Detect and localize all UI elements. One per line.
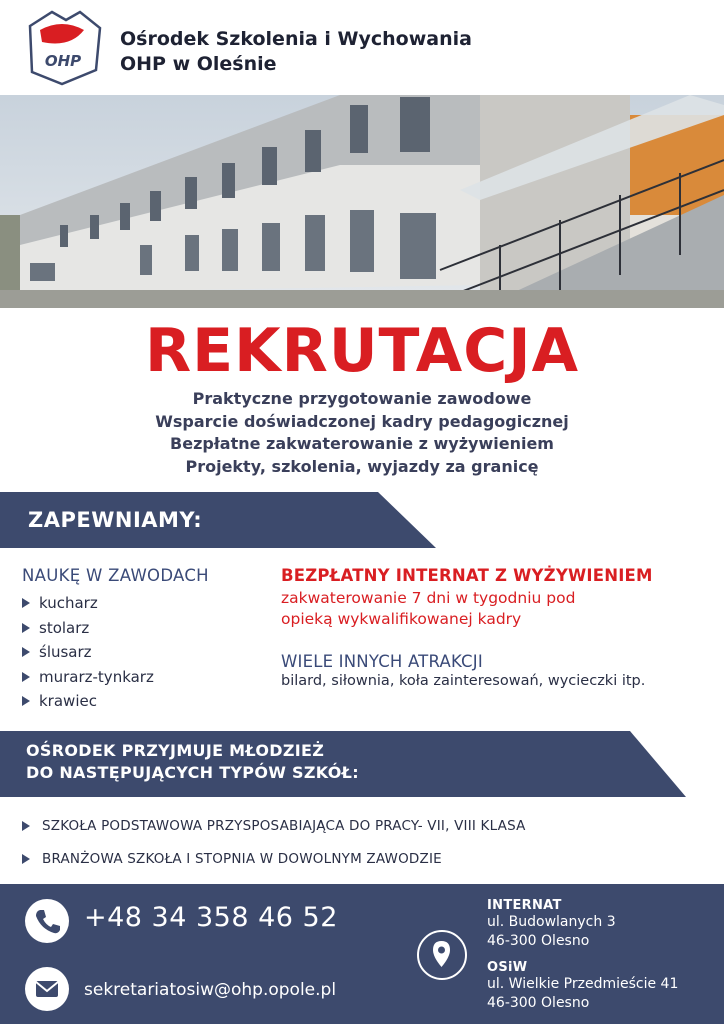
provide-band-label: ZAPEWNIAMY:	[28, 508, 203, 532]
schools-band-line: OŚRODEK PRZYJMUJE MŁODZIEŻ	[26, 741, 325, 760]
list-item	[22, 591, 209, 616]
org-name-line1: Ośrodek Szkolenia i Wychowania	[120, 28, 472, 50]
features-list	[0, 388, 724, 478]
list-item	[22, 689, 209, 714]
osiw-label: OSiW	[487, 960, 528, 975]
internat-city: 46-300 Olesno	[487, 933, 590, 949]
feature-item: Praktyczne przygotowanie zawodowe	[192, 389, 532, 408]
internat-line: zakwaterowanie 7 dni w tygodniu pod	[281, 589, 576, 607]
schools-band-line: DO NASTĘPUJĄCYCH TYPÓW SZKÓŁ:	[26, 763, 359, 782]
internat-label: INTERNAT	[487, 898, 562, 913]
internat-description	[281, 588, 721, 630]
email-address[interactable]: sekretariatosiw@ohp.opole.pl	[84, 980, 337, 1000]
trades-heading: NAUKĘ W ZAWODACH	[22, 566, 209, 585]
list-item	[22, 665, 209, 690]
list-item	[22, 616, 209, 641]
schools-band-label	[26, 740, 359, 784]
list-item	[22, 640, 209, 665]
trades-section	[22, 566, 209, 714]
triangle-bullet-icon	[22, 672, 30, 682]
internat-line: opieką wykwalifikowanej kadry	[281, 610, 522, 628]
benefits-section	[281, 566, 721, 689]
triangle-bullet-icon	[22, 696, 30, 706]
school-item	[22, 851, 442, 867]
trade-label: stolarz	[39, 618, 90, 637]
phone-icon	[25, 899, 69, 943]
internat-heading: BEZPŁATNY INTERNAT Z WYŻYWIENIEM	[281, 566, 653, 585]
internat-address	[487, 898, 616, 951]
org-name-line2: OHP w Oleśnie	[120, 53, 277, 75]
school-label: SZKOŁA PODSTAWOWA PRZYSPOSABIAJĄCA DO PRACY- VII, VIII KLASA	[42, 818, 526, 834]
trade-label: murarz-tynkarz	[39, 667, 154, 686]
trade-label: kucharz	[39, 594, 98, 613]
osiw-street: ul. Wielkie Przedmieście 41	[487, 976, 679, 992]
osiw-city: 46-300 Olesno	[487, 995, 590, 1011]
school-label: BRANŻOWA SZKOŁA I STOPNIA W DOWOLNYM ZAWODZIE	[42, 851, 442, 867]
triangle-bullet-icon	[22, 821, 30, 831]
attractions-text: bilard, siłownia, koła zainteresowań, wycieczki itp.	[281, 673, 646, 689]
phone-number[interactable]: +48 34 358 46 52	[84, 902, 338, 933]
attractions-heading: WIELE INNYCH ATRAKCJI	[281, 652, 483, 671]
school-item	[22, 818, 526, 834]
logo-text: OHP	[44, 52, 82, 70]
header	[0, 0, 724, 95]
ohp-logo	[22, 8, 104, 88]
triangle-bullet-icon	[22, 647, 30, 657]
page-title: REKRUTACJA	[144, 316, 580, 386]
feature-item: Projekty, szkolenia, wyjazdy za granicę	[185, 456, 539, 476]
trade-label: krawiec	[39, 692, 97, 711]
location-pin-icon	[417, 930, 467, 980]
triangle-bullet-icon	[22, 598, 30, 608]
triangle-bullet-icon	[22, 854, 30, 864]
mail-icon	[25, 967, 69, 1011]
org-name	[120, 27, 472, 77]
building-photo	[0, 95, 724, 308]
feature-item: Bezpłatne zakwaterowanie z wyżywieniem	[170, 434, 554, 453]
triangle-bullet-icon	[22, 623, 30, 633]
trade-label: ślusarz	[39, 643, 92, 662]
feature-item: Wsparcie doświadczonej kadry pedagogicznej	[155, 411, 569, 431]
internat-street: ul. Budowlanych 3	[487, 914, 616, 930]
osiw-address	[487, 960, 678, 1013]
